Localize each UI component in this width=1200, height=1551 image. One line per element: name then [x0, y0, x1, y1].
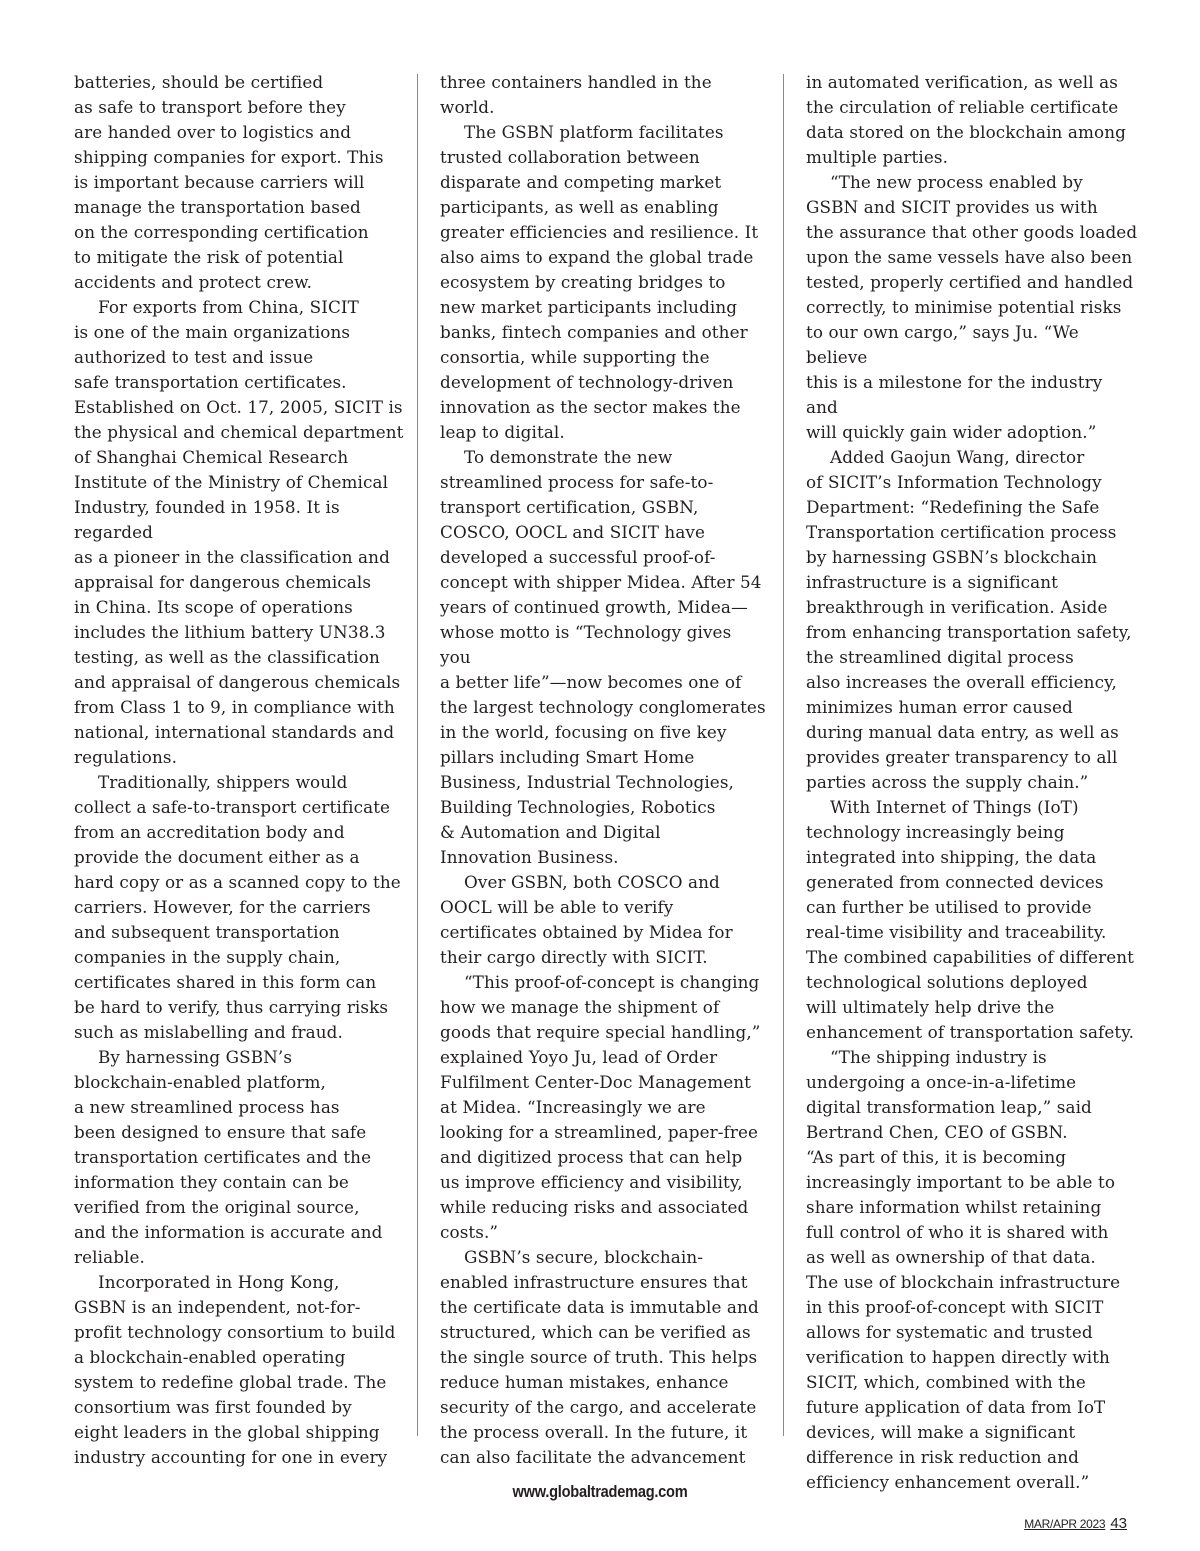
issue-date: MAR/APR 2023 — [1024, 1517, 1106, 1531]
footer-website-url: www.globaltrademag.com — [512, 1482, 688, 1501]
paragraph: “The new process enabled by GSBN and SICIT provides us with the assurance that other goods loaded upon the same vessels have also been tested, properly certified and handled correctly, to minimise potential risks to our own cargo,” says Ju. “We believe this is a milestone for the industry and will quickly gain wider adoption.” — [806, 172, 1138, 442]
paragraph: “The shipping industry is undergoing a once-in-a-lifetime digital transformation leap,” said Bertrand Chen, CEO of GSBN. “As part of this, it is becoming increasingly important to be able to share information whilst retaining full control of who it is shared with as well as ownership of that data. The use of blockchain infrastructure in this proof-of-concept with SICIT allows for systematic and trusted verification to happen directly with SICIT, which, combined with the future application of data from IoT devices, will make a significant difference in risk reduction and efficiency enhancement overall.” — [806, 1047, 1121, 1492]
paragraph: GSBN’s secure, blockchain- enabled infrastructure ensures that the certificate data is immutable and structured, which can be verified as the single source of truth. This helps reduce human mistakes, enhance security of the cargo, and accelerate the process overall. In the future, it can also facilitate the advancement — [440, 1247, 759, 1467]
paragraph: By harnessing GSBN’s blockchain-enabled platform, a new streamlined process has been designed to ensure that safe transportation certificates and the information they contain can be verified from the original source, and the information is accurate and reliable. — [74, 1047, 383, 1267]
article-column-3 — [806, 70, 1138, 1495]
article-column-1 — [74, 70, 406, 1470]
paragraph: three containers handled in the world. — [440, 72, 712, 117]
paragraph: Incorporated in Hong Kong, GSBN is an independent, not-for- profit technology consortium to build a blockchain-enabled operating system to redefine global trade. The consortium was first founded by eight leaders in the global shipping industry accounting for one in every — [74, 1272, 396, 1467]
paragraph: “This proof-of-concept is changing how we manage the shipment of goods that require special handling,” explained Yoyo Ju, lead of Order Fulfilment Center-Doc Management at Midea. “Increasingly we are looking for a streamlined, paper-free and digitized process that can help us improve efficiency and visibility, while reducing risks and associated costs.” — [440, 972, 761, 1242]
paragraph: Traditionally, shippers would collect a safe-to-transport certificate from an accreditation body and provide the document either as a hard copy or as a scanned copy to the carriers. However, for the carriers and subsequent transportation companies in the supply chain, certificates shared in this form can be hard to verify, thus carrying risks such as mislabelling and fraud. — [74, 772, 401, 1042]
paragraph: The GSBN platform facilitates trusted collaboration between disparate and competing market participants, as well as enabling greater efficiencies and resilience. It also aims to expand the global trade ecosystem by creating bridges to new market participants including banks, fintech companies and other consortia, while supporting the development of technology-driven innovation as the sector makes the leap to digital. — [440, 122, 759, 442]
paragraph: in automated verification, as well as the circulation of reliable certificate data stored on the blockchain among multiple parties. — [806, 72, 1126, 167]
paragraph: Over GSBN, both COSCO and OOCL will be able to verify certificates obtained by Midea for their cargo directly with SICIT. — [440, 872, 733, 967]
page-number: 43 — [1110, 1515, 1127, 1532]
article-column-2 — [440, 70, 766, 1470]
column-divider — [417, 74, 418, 1436]
paragraph: With Internet of Things (IoT) technology increasingly being integrated into shipping, the data generated from connected devices can further be utilised to provide real-time visibility and traceability. The combined capabilities of different technological solutions deployed will ultimately help drive the enhancement of transportation safety. — [806, 797, 1135, 1042]
paragraph: For exports from China, SICIT is one of the main organizations authorized to test and issue safe transportation certificates. Established on Oct. 17, 2005, SICIT is the physical and chemical department of Shanghai Chemical Research Institute of the Ministry of Chemical Industry, founded in 1958. It is regarded as a pioneer in the classification and appraisal for dangerous chemicals in China. Its scope of operations includes the lithium battery UN38.3 testing, as well as the classification and appraisal of dangerous chemicals from Class 1 to 9, in compliance with national, international standards and regulations. — [74, 297, 404, 767]
page-folio — [1024, 1515, 1127, 1532]
paragraph: Added Gaojun Wang, director of SICIT’s Information Technology Department: “Redefining the Safe Transportation certification process by harnessing GSBN’s blockchain infrastructure is a significant breakthrough in verification. Aside from enhancing transportation safety, the streamlined digital process also increases the overall efficiency, minimizes human error caused during manual data entry, as well as provides greater transparency to all parties across the supply chain.” — [806, 447, 1132, 792]
column-divider — [783, 74, 784, 1436]
paragraph: To demonstrate the new streamlined process for safe-to- transport certification, GSBN, COSCO, OOCL and SICIT have developed a successful proof-of- concept with shipper Midea. After 54 years of continued growth, Midea— whose motto is “Technology gives you a better life”—now becomes one of the largest technology conglomerates in the world, focusing on five key pillars including Smart Home Business, Industrial Technologies, Building Technologies, Robotics & Automation and Digital Innovation Business. — [440, 447, 766, 867]
paragraph: batteries, should be certified as safe to transport before they are handed over to logistics and shipping companies for export. This is important because carriers will manage the transportation based on the corresponding certification to mitigate the risk of potential accidents and protect crew. — [74, 72, 384, 292]
